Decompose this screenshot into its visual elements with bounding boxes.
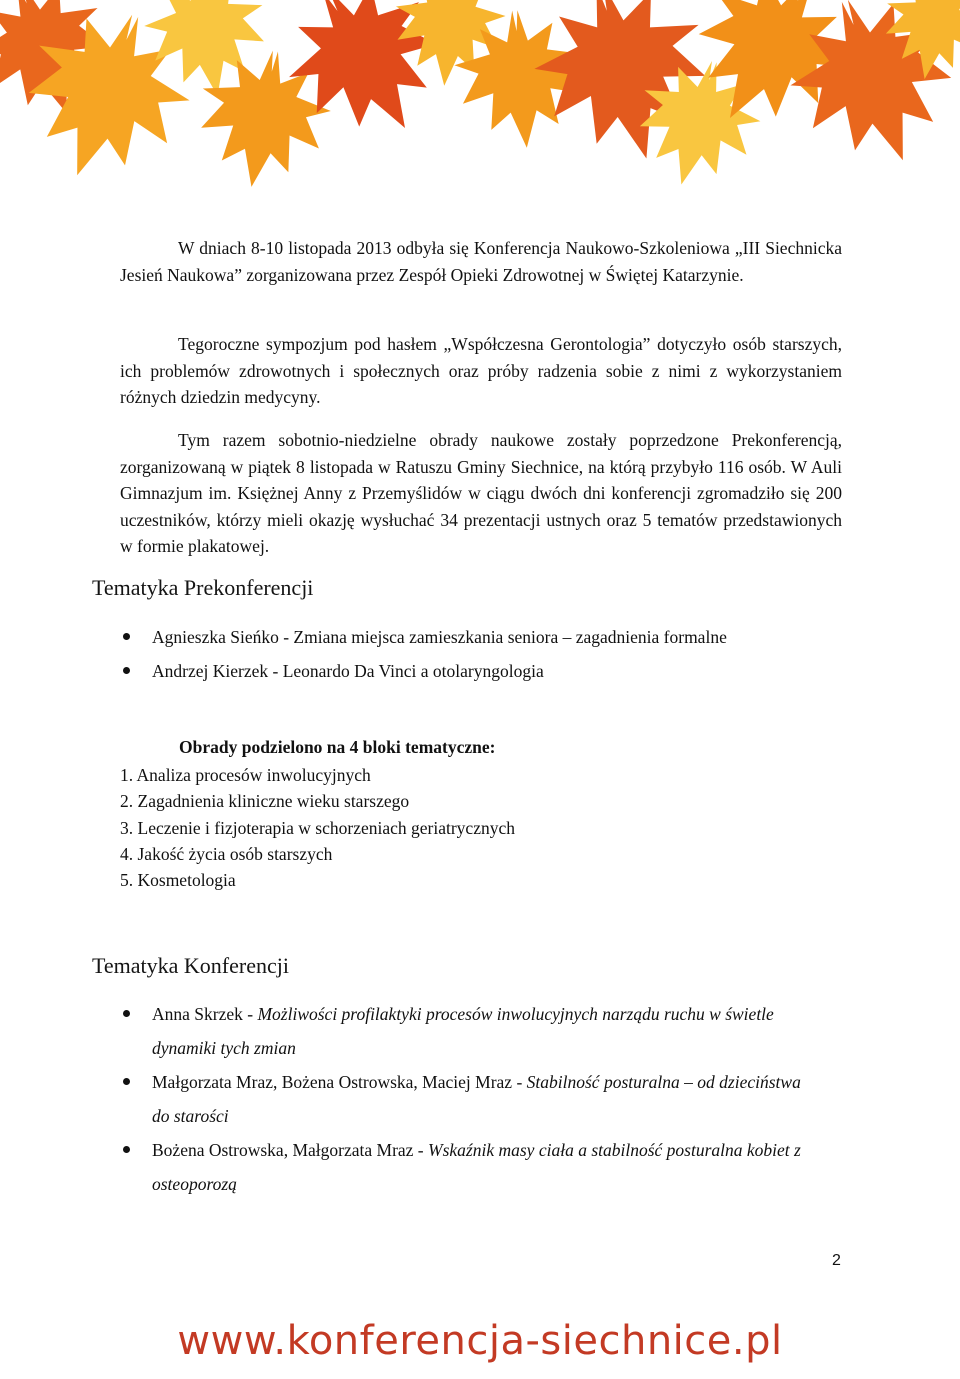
list-item: 2. Zagadnienia kliniczne wieku starszego [120,791,410,812]
list-item [120,1065,812,1133]
list-item [120,1133,832,1201]
prekonferencja-heading: Tematyka Prekonferencji [92,575,314,600]
item-authors: Anna Skrzek - [152,1004,258,1024]
autumn-leaves-banner [0,0,960,200]
bloki-heading: Obrady podzielono na 4 bloki tematyczne: [179,737,496,757]
konferencja-heading: Tematyka Konferencji [92,953,289,978]
item-title: Stabilność posturalna – od dzieciństwa do starości [152,1072,801,1126]
list-item [120,997,792,1065]
item-authors: Bożena Ostrowska, Małgorzata Mraz - [152,1140,429,1160]
prekonferencja-list [120,620,842,688]
list-item: 1. Analiza procesów inwolucyjnych [120,765,371,785]
item-title: Możliwości profilaktyki procesów inwolucyjnych narządu ruchu w świetle dynamiki tych zmian [152,1004,774,1058]
list-item: 5. Kosmetologia [120,870,236,891]
konferencja-list [120,997,842,1201]
list-item: Andrzej Kierzek - Leonardo Da Vinci a otolaryngologia [120,654,842,688]
list-item: 3. Leczenie i fizjoterapia w schorzeniach geriatrycznych [120,817,515,838]
footer-url: www.konferencja-siechnice.pl [177,1318,783,1364]
intro-paragraph-3: Tym razem sobotnio-niedzielne obrady naukowe zostały poprzedzone Prekonferencją, zorganizowaną w piątek 8 listopada w Ratuszu Gminy Siechnice, na którą przybyło 116 osób. W Auli Gimnazjum im. Księżnej Anny z Przemyślidów w ciągu dwóch dni konferencji zgromadziło się 200 uczestników, którzy mieli okazję wysłuchać 34 prezentacji ustnych oraz 5 tematów przedstawionych w formie plakatowej. [120,430,842,556]
page-number: 2 [832,1252,841,1269]
item-title: Wskaźnik masy ciała a stabilność posturalna kobiet z osteoporozą [152,1140,801,1194]
bloki-list [120,762,515,893]
item-authors: Małgorzata Mraz, Bożena Ostrowska, Maciej Mraz - [152,1072,527,1092]
list-item: 4. Jakość życia osób starszych [120,843,333,864]
intro-paragraph-1: W dniach 8-10 listopada 2013 odbyła się Konferencja Naukowo-Szkoleniowa „III Siechnicka Jesień Naukowa” zorganizowana przez Zespół Opieki Zdrowotnej w Świętej Katarzynie. [120,238,842,285]
intro-paragraph-2: Tegoroczne sympozjum pod hasłem „Współczesna Gerontologia” dotyczyło osób starszych, ich problemów zdrowotnych i społecznych oraz próby radzenia sobie z nimi z wykorzystaniem różnych dziedzin medycyny. [120,334,842,407]
list-item: Agnieszka Sieńko - Zmiana miejsca zamieszkania seniora – zagadnienia formalne [120,620,842,654]
